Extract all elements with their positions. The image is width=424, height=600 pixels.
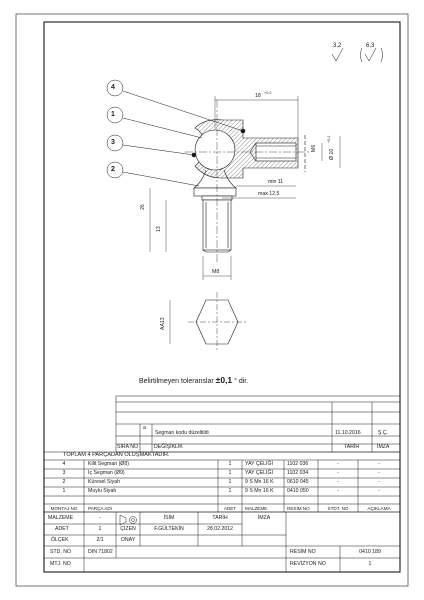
part-drawing: 0410 050 (287, 488, 309, 494)
tolerance-note (139, 376, 248, 386)
part-drawing: 1102 034 (287, 470, 309, 476)
qty-value: 1 (98, 526, 102, 532)
dim-across-flats: AA13 (160, 317, 166, 330)
part-no: 1 (62, 488, 66, 494)
dim-thread-side: M6 (311, 144, 317, 152)
qty-label: ADET (55, 526, 69, 532)
revision-header-no: SIRA NO (117, 444, 139, 450)
balloon-4: 4 (111, 84, 115, 91)
hexagon-view (188, 292, 246, 352)
revision-no-value: 1 (368, 561, 372, 567)
std-value: DIN 71802 (88, 549, 113, 555)
balloon-3: 3 (111, 139, 115, 146)
drawn-name: F.GÜLTEKİN (154, 526, 184, 532)
sign-col: İMZA (257, 515, 271, 521)
surface-finish-symbols (332, 48, 383, 62)
part-qty: 1 (228, 461, 232, 467)
parts-header-material: MALZEME (245, 506, 268, 511)
finish-main: 3,2 (333, 43, 342, 49)
revision-header-change: DEĞİŞİKLİK (154, 444, 183, 450)
part-note: - (378, 461, 380, 467)
part-qty: 1 (228, 488, 232, 494)
approved-label: ONAY (120, 537, 136, 543)
drawing-no-label: RESİM NO (290, 549, 316, 555)
part-qty: 1 (228, 470, 232, 476)
dimension-lines (150, 96, 340, 344)
part-qty: 1 (228, 479, 232, 485)
dim-max-12-5: max 12,5 (258, 191, 280, 197)
drawing-no-value: 0410 189 (359, 549, 381, 555)
dim-thread-bottom: M8 (212, 269, 220, 275)
drawn-date: 28.02.2012 (207, 526, 233, 532)
revision-marker: a (143, 425, 146, 431)
tolerance-value: ±0,1 (215, 375, 233, 385)
tolerance-suffix: ° dir. (234, 378, 249, 385)
tolerance-prefix: Belirtilmeyen toleranslar (139, 378, 214, 385)
mtj-label: MTJ. NO (50, 561, 71, 567)
revision-header-sign: İMZA (377, 444, 390, 450)
parts-header-no: MONTAJ NO (50, 506, 78, 511)
part-material: YAY ÇELİĞİ (245, 461, 273, 467)
dim-height-13: 13 (156, 226, 162, 232)
part-name: İç Segman (Ø9) (88, 470, 125, 476)
part-note: - (378, 488, 380, 494)
dim-width-top: 18 (255, 93, 261, 99)
revision-no-label: REVİZYON NO (290, 561, 326, 567)
parts-header-std: STDT. NO (327, 506, 349, 511)
ball (195, 130, 235, 170)
finish-general: 6,3 (366, 43, 375, 49)
part-no: 4 (62, 461, 66, 467)
part-note: - (378, 470, 380, 476)
material-label: MALZEME (48, 515, 74, 521)
date-col: TARİH (212, 515, 228, 521)
part-std: - (337, 488, 339, 494)
part-drawing: 0610 045 (287, 479, 309, 485)
balloon-2: 2 (111, 166, 115, 173)
std-label: STD. NO (50, 549, 72, 555)
parts-header-name: PARÇA ADI (88, 506, 112, 511)
parts-header-qty: ADET (223, 506, 237, 511)
scale-value: 2/1 (96, 537, 104, 543)
balloon-1: 1 (111, 111, 115, 118)
parts-title: TOPLAM 4 PARÇADAN OLUŞMAKTADIR. (63, 452, 170, 458)
revision-sign: Ş.Ç. (378, 430, 389, 436)
part-no: 2 (62, 479, 66, 485)
ball-joint-drawing (185, 100, 310, 262)
part-material: 9 S Mn 16 K (245, 488, 274, 494)
scale-label: ÖLÇEK (51, 537, 69, 543)
part-material: 9 S Mn 16 K (245, 479, 274, 485)
dim-width-top-tol: +0,2 (264, 91, 272, 95)
name-col: İSİM (163, 515, 175, 521)
part-name: Küresel Siyah (88, 479, 121, 485)
dim-dia-side-tol: +0,1 (327, 135, 331, 143)
revision-date: 11.10.2016 (335, 430, 361, 436)
part-name: Muylu Siyah (88, 488, 117, 494)
parts-header-note: AÇIKLAMA (367, 506, 391, 511)
projection-symbol-icon (120, 515, 137, 525)
part-drawing: 1102 036 (287, 461, 309, 467)
dim-height-26: 26 (140, 204, 146, 210)
part-no: 3 (62, 470, 66, 476)
drawn-label: ÇİZEN (120, 526, 136, 532)
part-std: - (337, 479, 339, 485)
part-name: Kilit Segman (Ø8) (88, 461, 129, 467)
part-material: YAY ÇELİĞİ (245, 470, 273, 476)
dim-dia-side: Ø 10 (329, 148, 335, 160)
part-std: - (337, 461, 339, 467)
parts-header-drawing: RESİM NO (287, 506, 310, 511)
revision-header-date: TARİH (344, 444, 360, 450)
part-note: - (378, 479, 380, 485)
part-std: - (337, 470, 339, 476)
dim-min-11: min 11 (268, 179, 284, 185)
revision-text: Segman kodu düzeltildi (155, 430, 209, 436)
material-value: - (99, 515, 101, 521)
